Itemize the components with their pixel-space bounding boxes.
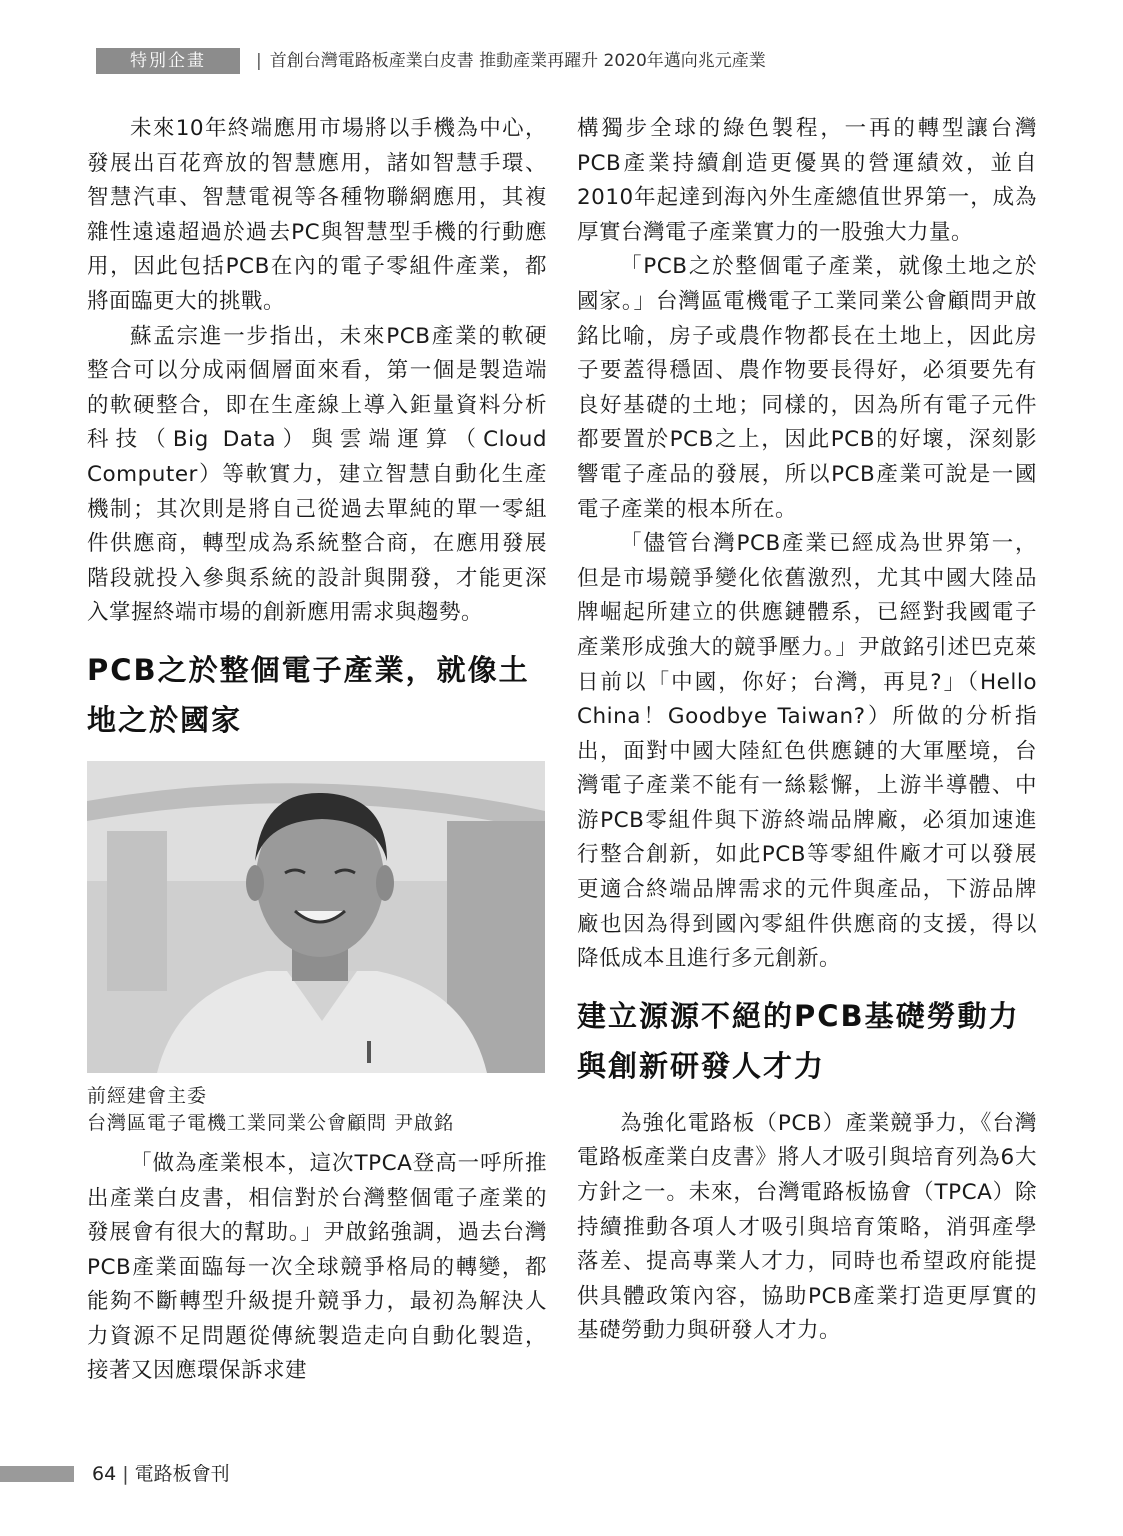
footer-bar bbox=[0, 1466, 74, 1482]
footer-separator: | bbox=[122, 1463, 129, 1485]
article-paragraph: 「PCB之於整個電子產業，就像土地之於國家。」台灣區電機電子工業同業公會顧問尹啟銘比喻，房子或農作物都長在土地上，因此房子要蓋得穩固、農作物要長得好，必須要先有良好基礎的土地；同樣的，因為所有電子元件都要置於PCB之上，因此PCB的好壞，深刻影響電子產品的發展，所以PCB產業可說是一國電子產業的根本所在。 bbox=[577, 254, 1037, 522]
article-paragraph: 「做為產業根本，這次TPCA登高一呼所推出產業白皮書，相信對於台灣整個電子產業的發展會有很大的幫助。」尹啟銘強調，過去台灣PCB產業面臨每一次全球競爭格局的轉變，都能夠不斷轉型升級提升競爭力，最初為解決人力資源不足問題從傳統製造走向自動化製造，接著又因應環保訴求建 bbox=[87, 1150, 547, 1384]
article-paragraph: 蘇孟宗進一步指出，未來PCB產業的軟硬整合可以分成兩個層面來看，第一個是製造端的軟硬整合，即在生產線上導入鉅量資料分析科技（Big Data）與雲端運算（Cloud Computer）等軟實力，建立智慧自動化生產機制；其次則是將自己從過去單純的單一零組件供應商，轉型成為系統整合商，在應用發展階段就投入參與系統的設計與開發，才能更深入掌握終端市場的創新應用需求與趨勢。 bbox=[87, 323, 547, 626]
right-column bbox=[577, 112, 1037, 1349]
footer-text bbox=[92, 1462, 230, 1486]
page-header bbox=[0, 46, 1123, 78]
section-heading: PCB之於整個電子產業，就像土地之於國家 bbox=[87, 652, 530, 737]
header-title-wrap bbox=[256, 48, 766, 74]
section-heading: 建立源源不絕的PCB基礎勞動力與創新研發人才力 bbox=[577, 998, 1020, 1083]
caption-line-1: 前經建會主委 bbox=[87, 1084, 208, 1107]
article-paragraph: 為強化電路板（PCB）產業競爭力，《台灣電路板產業白皮書》將人才吸引與培育列為6大方針之一。未來，台灣電路板協會（TPCA）除持續推動各項人才吸引與培育策略，消弭產學落差、提高專業人才力，同時也希望政府能提供具體政策內容，協助PCB產業打造更厚實的基礎勞動力與研發人才力。 bbox=[577, 1110, 1037, 1344]
header-separator: | bbox=[256, 51, 262, 71]
page-footer bbox=[0, 1462, 1123, 1492]
portrait-photo bbox=[87, 761, 545, 1073]
caption-line-2: 台灣區電子電機工業同業公會顧問 尹啟銘 bbox=[87, 1111, 455, 1134]
header-title: 首創台灣電路板產業白皮書 推動產業再躍升 2020年邁向兆元產業 bbox=[269, 51, 766, 71]
publication-name: 電路板會刊 bbox=[134, 1463, 230, 1485]
article-paragraph: 「儘管台灣PCB產業已經成為世界第一，但是市場競爭變化依舊激烈，尤其中國大陸品牌崛起所建立的供應鏈體系，已經對我國電子產業形成強大的競爭壓力。」尹啟銘引述巴克萊日前以「中國，你好；台灣，再見?」（Hello China！Goodbye Taiwan?）所做的分析指出，面對中國大陸紅色供應鏈的大軍壓境，台灣電子產業不能有一絲鬆懈，上游半導體、中游PCB零組件與下游終端品牌廠，必須加速進行整合創新，如此PCB等零組件廠才可以發展更適合終端品牌需求的元件與產品，下游品牌廠也因為得到國內零組件供應商的支援，得以降低成本且進行多元創新。 bbox=[577, 531, 1037, 972]
page-number: 64 bbox=[92, 1463, 117, 1485]
article-paragraph: 未來10年終端應用市場將以手機為中心，發展出百花齊放的智慧應用，諸如智慧手環、智慧汽車、智慧電視等各種物聯網應用，其複雜性遠遠超過於過去PC與智慧型手機的行動應用，因此包括PCB在內的電子零組件產業，都將面臨更大的挑戰。 bbox=[87, 116, 547, 314]
section-tag: 特別企畫 bbox=[96, 48, 240, 74]
portrait-illustration bbox=[87, 761, 545, 1073]
photo-caption bbox=[87, 1083, 547, 1137]
left-column bbox=[87, 112, 547, 1389]
article-paragraph: 構獨步全球的綠色製程，一再的轉型讓台灣PCB產業持續創造更優異的營運績效，並自2010年起達到海內外生產總值世界第一，成為厚實台灣電子產業實力的一股強大力量。 bbox=[577, 116, 1037, 245]
